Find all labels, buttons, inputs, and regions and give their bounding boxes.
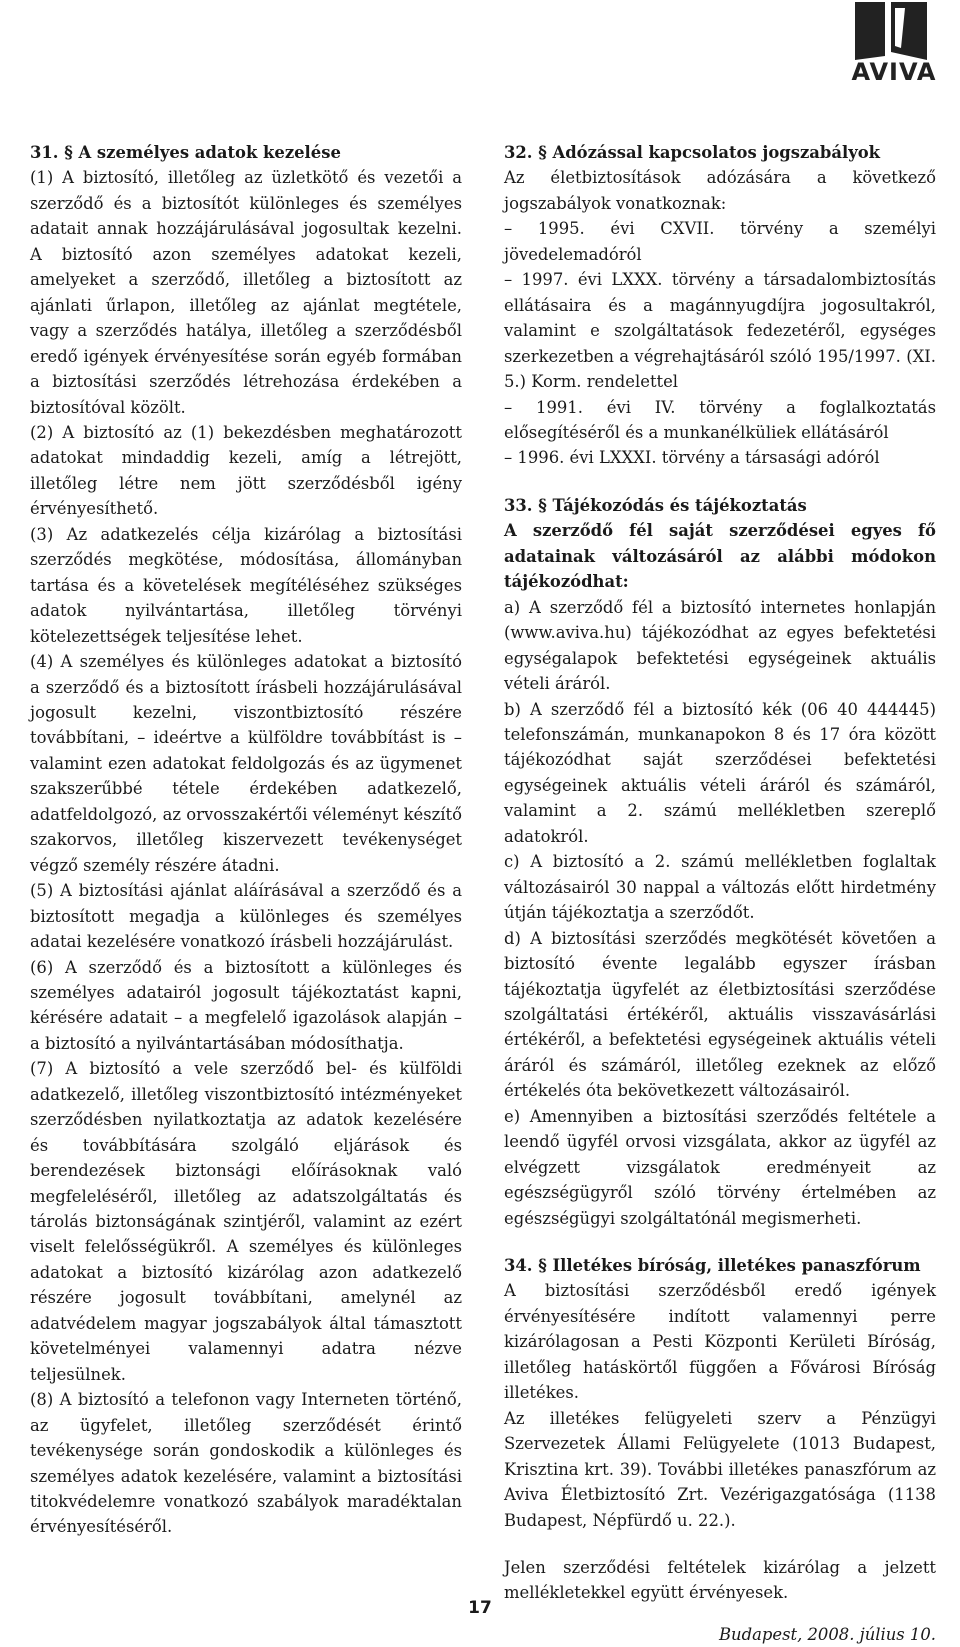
info-list-item: b) A szerződő fél a biztosító kék (06 40 444445) telefonszámán, munkanapokon 8 és 17 óra között tájékozódhat saját szerződései befektetési egységeinek aktuális vételi áráról és számáról, valamint a 2. számú mellékletben szereplő adatokról.	[504, 699, 936, 846]
section-spacer	[504, 1231, 936, 1253]
section-33-heading: 33. § Tájékozódás és tájékoztatás	[504, 495, 807, 515]
info-list-item: e) Amennyiben a biztosítási szerződés feltétele a leendő ügyfél orvosi vizsgálata, akkor az ügyfél az elvégzett vizsgálatok eredményeit az egészségügyről szóló törvény értelmében az egészségügyi szolgáltatónál megismerheti.	[504, 1106, 936, 1228]
section-31-heading: 31. § A személyes adatok kezelése	[30, 143, 341, 162]
section-32-intro: Az életbiztosítások adózására a következő jogszabályok vonatkoznak:	[504, 168, 936, 213]
section-33-lead: A szerződő fél saját szerződései egyes fő adatainak változásáról az alábbi módokon tájékozódhat:	[504, 521, 936, 592]
section-33	[504, 493, 936, 1231]
law-list-item: – 1997. évi LXXX. törvény a társadalombiztosítás ellátásaira és a magánnyugdíjra jogosultakról, valamint e szolgáltatások fedezetéről, egységes szerkezetben a végrehajtásáról szóló 195/1997. (XI. 5.) Korm. rendelettel	[504, 270, 936, 392]
aviva-logo-mark-icon	[855, 2, 927, 60]
law-list-item: – 1991. évi IV. törvény a foglalkoztatás elősegítéséről és a munkanélküliek ellátásáról	[504, 397, 936, 442]
aviva-logo	[838, 2, 950, 84]
info-list-item: d) A biztosítási szerződés megkötését követően a biztosító évente legalább egyszer írásban tájékoztatja ügyfelét az életbiztosítási szerződése szolgáltatási értékéről, aktuális visszavásárlási értékéről, a befektetési egységeinek aktuális vételi áráról és számáról, illetőleg ezeknek az előző értékelés óta bekövetkezett változásairól.	[504, 928, 936, 1101]
section-31-paragraph: (2) A biztosító az (1) bekezdésben meghatározott adatokat mindaddig kezeli, amíg a létrejött, illetőleg létre nem jött szerződésből igény érvényesíthető.	[30, 422, 462, 519]
section-31-paragraph: (4) A személyes és különleges adatokat a biztosító a szerződő és a biztosított írásbeli hozzájárulásával jogosult kezelni, viszontbiztosító részére továbbítani, – ideértve a külföldre továbbítást is – valamint ezen adatokat feldolgozás és az ügymenet szakszerűbbé tétele érdekében adatkezelő, adatfeldolgozó, az orvosszakértői véleményt készítő szakorvos, illetőleg kiszervezett tevékenységet végző személy részére átadni.	[30, 652, 462, 875]
section-31	[30, 140, 462, 1540]
left-column	[30, 140, 462, 1540]
aviva-logo-text: AVIVA	[851, 58, 937, 86]
info-list-item: c) A biztosító a 2. számú mellékletben foglaltak változásairól 30 nappal a változás előtt hirdetmény útján tájékoztatja a szerződőt.	[504, 852, 936, 923]
section-31-paragraph: (3) Az adatkezelés célja kizárólag a biztosítási szerződés megkötése, módosítása, állományban tartása és a követelések megítéléséhez szükséges adatok nyilvántartása, illetőleg törvényi kötelezettségek teljesítése lehet.	[30, 524, 462, 646]
page-number: 17	[468, 1598, 492, 1618]
section-31-paragraph: (1) A biztosító, illetőleg az üzletkötő és vezetői a szerződő és a biztosítót különleges és személyes adatait annak hozzájárulásával jogosultak kezelni. A biztosító azon személyes adatokat kezeli, amelyeket a szerződő, illetőleg a biztosított az ajánlati űrlapon, illetőleg az ajánlat megtétele, vagy a szerződés hatálya, illetőleg a szerződésből eredő igények érvényesítése során egyéb formában a biztosítási szerződés létrehozása érdekében a biztosítóval közölt.	[30, 168, 462, 417]
section-31-paragraph: (6) A szerződő és a biztosított a különleges és személyes adatairól jogosult tájékoztatást kapni, kérésére adatait – a megfelelő igazolások alapján – a biztosító a nyilvántartásában módosíthatja.	[30, 957, 462, 1053]
right-column	[504, 140, 936, 1647]
section-31-paragraph: (8) A biztosító a telefonon vagy Interneten történő, az ügyfelet, illetőleg szerződését érintő tevékenysége során gondoskodik a különleges és személyes adatok kezelésére, valamint a biztosítási titokvédelemre vonatkozó szabályok maradéktalan érvényesítéséről.	[30, 1390, 462, 1537]
section-34-paragraph: A biztosítási szerződésből eredő igények érvényesítésére indított valamennyi perre kizárólagosan a Pesti Központi Kerületi Bíróság, illetőleg hatáskörtől függően a Fővárosi Bíróság illetékes.	[504, 1281, 936, 1403]
section-spacer	[504, 1533, 936, 1555]
section-31-paragraph: (7) A biztosító a vele szerződő bel- és külföldi adatkezelő, illetőleg viszontbiztosító intézményeket szerződésben nyilatkoztatja az adatok kezelésére és továbbítására szolgáló eljárások és berendezések biztonsági előírásoknak való megfeleléséről, illetőleg az adatszolgáltatás és tárolás biztonságának szintjéről, valamint az ezért viselt felelősségükről. A személyes és különleges adatokat a biztosító kizárólag azon adatkezelő részére jogosult továbbítani, amelynél az adatvédelem magyar jogszabályok által támasztott követelményei valamennyi adatra nézve teljesülnek.	[30, 1059, 462, 1384]
section-34	[504, 1253, 936, 1533]
law-list-item: – 1996. évi LXXXI. törvény a társasági adóról	[504, 448, 880, 468]
law-list-item: – 1995. évi CXVII. törvény a személyi jövedelemadóról	[504, 219, 936, 264]
section-31-paragraph: (5) A biztosítási ajánlat aláírásával a szerződő és a biztosított megadja a különleges és személyes adatai kezelésére vonatkozó írásbeli hozzájárulást.	[30, 881, 462, 952]
section-34-heading: 34. § Illetékes bíróság, illetékes panaszfórum	[504, 1256, 921, 1276]
closing-statement: Jelen szerződési feltételek kizárólag a jelzett mellékletekkel együtt érvényesek.	[504, 1558, 936, 1603]
section-spacer	[504, 471, 936, 493]
section-34-paragraph: Az illetékes felügyeleti szerv a Pénzügyi Szervezetek Állami Felügyelete (1013 Budapest, Krisztina krt. 39). További illetékes panaszfórum az Aviva Életbiztosító Zrt. Vezérigazgatósága (1138 Budapest, Népfürdő u. 22.).	[504, 1408, 936, 1530]
section-32-heading: 32. § Adózással kapcsolatos jogszabályok	[504, 143, 881, 162]
section-32	[504, 140, 936, 471]
info-list-item: a) A szerződő fél a biztosító internetes honlapján (www.aviva.hu) tájékozódhat az egyes befektetési egységalapok befektetési egységeinek aktuális vételi áráról.	[504, 597, 936, 694]
signature-date: Budapest, 2008. július 10.	[719, 1624, 936, 1644]
